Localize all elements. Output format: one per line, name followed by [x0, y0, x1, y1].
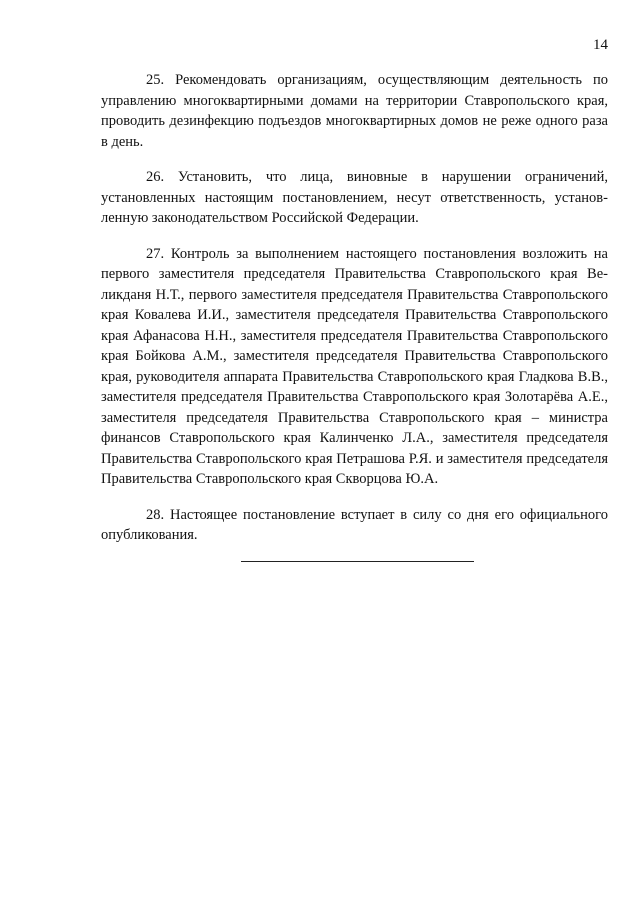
paragraph-26: 26. Установить, что лица, виновные в нарушении ограничений, установленных настоящим постановлением, несут ответственность, установленную законодательством Российской Федерации. — [101, 169, 608, 226]
closing-divider-line — [241, 561, 474, 562]
paragraph-25: 25. Рекомендовать организациям, осуществляющим деятельность по управлению многоквартирными домами на территории Ставропольского края, проводить дезинфекцию подъездов многоквартирных домов не реже одного раза в день. — [101, 72, 608, 150]
document-body — [101, 70, 608, 561]
paragraph-27: 27. Контроль за выполнением настоящего постановления возложить на первого заместителя председателя Правительства Ставропольского края Великданя Н.Т., первого заместителя председателя Правительства Ставропольского края Ковалева И.И., заместителя председателя Правительства Ставропольского края Афанасова Н.Н., заместителя председателя Правительства Ставропольского края Бойкова А.М., заместителя председателя Правительства Ставропольского края, руководителя аппарата Правительства Ставропольского края Гладкова В.В., заместителя председателя Правительства Ставропольского края Золотарёва А.Е., заместителя председателя Правительства Ставропольского края – министра финансов Ставропольского края Калинченко Л.А., заместителя председателя Правительства Ставропольского края Петрашова Р.Я. и заместителя председателя Правительства Ставропольского края Скворцова Ю.А. — [101, 245, 608, 487]
paragraph-28: 28. Настоящее постановление вступает в силу со дня его официального опубликования. — [101, 506, 608, 543]
page-number: 14 — [593, 37, 608, 53]
